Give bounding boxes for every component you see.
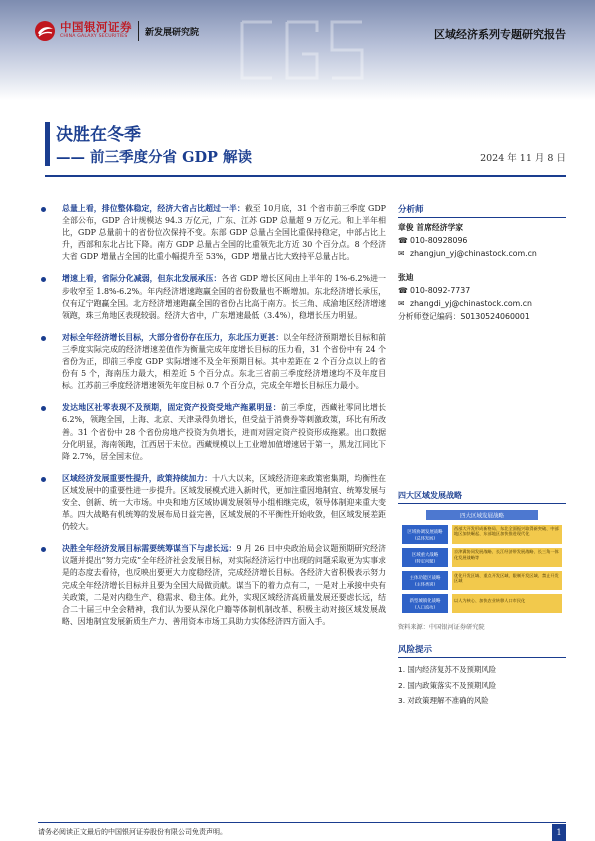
strategy-sublabel: (特定问题) bbox=[414, 558, 436, 564]
bullet-heading: 决胜全年经济发展目标需要统筹谋当下与虑长远： bbox=[62, 544, 237, 554]
bullet-dot-icon bbox=[41, 547, 46, 552]
bullet-heading: 总量上看，排位整体稳定，经济大省占比超过一半： bbox=[62, 204, 245, 213]
phone-icon: ☎ bbox=[398, 236, 408, 245]
page-number: 1 bbox=[552, 824, 566, 841]
figure-title: 四大区域发展战略 bbox=[398, 488, 566, 504]
strategy-label: 区域协调发展战略 bbox=[407, 530, 443, 535]
analyst-phone bbox=[398, 234, 566, 247]
strategy-sublabel: (总体发展) bbox=[414, 535, 436, 541]
analyst-panel bbox=[398, 203, 566, 323]
header-band bbox=[0, 0, 595, 100]
footer-disclaimer: 请务必阅读正文最后的中国银河证券股份有限公司免责声明。 bbox=[38, 828, 227, 836]
bullet-heading: 对标全年经济增长目标，大部分省份存在压力，东北压力更甚： bbox=[62, 332, 284, 342]
strategy-desc: 优化开发区域、重点开发区域、限制开发区域、禁止开发区域 bbox=[454, 572, 559, 583]
bullet-text: 前三季度，西藏社零同比增长 6.2%，领跑全国，上海、北京、天津录得负增长，但受益于消费券等刺激政策，环比有所改善。31 个省份中 28 个省份房地产投资为负增长，进而对固定资产投资形成拖累。出口数据分化明显，海南领跑，江西居于末位。西藏规模以上工业增加值增速居于第一，黑龙江同比下降 2.7%，居全国末位。 bbox=[62, 403, 386, 461]
strategy-desc-wrap bbox=[454, 598, 560, 610]
analyst-spacer bbox=[398, 260, 566, 271]
summary-bullet bbox=[38, 402, 386, 462]
report-title: 决胜在冬季 bbox=[56, 125, 141, 145]
strategy-sublabel: (人口流动) bbox=[414, 604, 436, 610]
summary-bullet bbox=[38, 273, 386, 321]
figure-source: 资料来源：中国银河证券研究院 bbox=[398, 624, 485, 631]
strategy-desc: 京津冀协同发展战略、长江经济带发展战略、长三角一体化发展战略等 bbox=[454, 549, 559, 560]
bullet-text: 9 月 26 日中央政治局会议题预期研究经济议题并提出“努力完成”全年经济社会发展目标，对实际经济运行中出现的问题采取更为实事求是的态度去看待，也反映出要更大力度稳经济，完成经济增长目标。各经济大省积极表示努力完成全年经济增长目标并且要为全国大局做贡献。谋当下的着力点有二，一是对上承接中央有关政策，二是对内稳生产、稳需求、稳主体。此外，实现区域经济高质量发展还要虑长远，结合二十届三中全会精神，我们认为要从深化户籍等体制机制改革、积极主动对接区域发展战略、因地制宜发展新质生产力、善用资本市场工具助力实体经济四方面入手。 bbox=[62, 544, 386, 626]
strategy-desc-wrap bbox=[454, 573, 560, 590]
analyst-email[interactable] bbox=[398, 297, 566, 310]
title-divider bbox=[45, 175, 566, 177]
risk-heading: 风险提示 bbox=[398, 643, 566, 658]
bullet-dot-icon bbox=[41, 477, 46, 482]
series-title: 区域经济系列专题研究报告 bbox=[434, 28, 566, 41]
bullet-dot-icon bbox=[41, 336, 46, 341]
cgs-watermark-graphic bbox=[232, 10, 372, 90]
bullet-dot-icon bbox=[41, 406, 46, 411]
report-subtitle: —— 前三季度分省 GDP 解读 bbox=[56, 149, 253, 166]
analyst-name: 张迪 bbox=[398, 273, 414, 282]
risk-panel bbox=[398, 643, 566, 709]
analyst-phone bbox=[398, 284, 566, 297]
bullet-heading: 增速上看，省际分化减弱，但东北发展承压： bbox=[62, 274, 222, 284]
bullet-text: 截至 10月底，31 个省市前三季度 GDP 全部公布，GDP 合计规模达 94.3 万亿元，广东、江苏 GDP 总量超 9 万亿元。和上半年相比，GDP 总量前十的省份位次保持不变。东部 GDP 总量占全国比重保持稳定，中部占比上升，西部和东北占比下降。南方 GDP 总量占全国的比重领先北方近 30 个百分点。8 个经济大省 GDP 增量占全国的比重小幅提升至 53%，GDP 增量占比大致持平总量占比。 bbox=[62, 204, 386, 262]
figure-banner-text: 四大区域发展战略 bbox=[459, 513, 505, 520]
risk-item: 3. 对政策理解不准确的风险 bbox=[398, 696, 489, 705]
bullet-heading: 发达地区社零表现不及预期，固定资产投资受地产拖累明显： bbox=[62, 403, 281, 413]
strategy-label: 区域重大战略 bbox=[411, 553, 439, 558]
strategy-figure bbox=[398, 488, 566, 631]
bullet-dot-icon bbox=[41, 207, 46, 212]
strategy-row bbox=[402, 525, 562, 544]
strategy-row bbox=[402, 594, 562, 613]
strategy-sublabel: (主体类别) bbox=[414, 581, 436, 587]
institute-name: 新发展研究院 bbox=[145, 27, 200, 38]
summary-bullet bbox=[38, 543, 386, 628]
bullet-text: 以全年经济预期增长目标和前三季度实际完成的经济增速差值作为衡量完成年度增长目标的压力看，31 个省份中有 24 个省份为正，即前三季度 GDP 实际增速不及全年预期目标。其中差距在 2 个百分点以上的省份有 5 个，海南压力最大，相差近 5 个百分点。东北三省前三季度经济增速均不及年度目标。江苏前三季度经济增速领先年度目标 0.7 个百分点，完成全年增长目标压力最小。 bbox=[62, 332, 386, 391]
footer-divider bbox=[38, 822, 566, 823]
strategy-desc-wrap bbox=[454, 549, 560, 566]
risk-item: 2. 国内政策落实不及预期风险 bbox=[398, 680, 497, 690]
analyst-email[interactable] bbox=[398, 247, 566, 260]
phone-icon: ☎ bbox=[398, 286, 408, 295]
analyst-email-value[interactable]: zhangdi_yj@chinastock.com.cn bbox=[410, 299, 532, 308]
summary-bullets bbox=[38, 203, 386, 638]
bullet-text: 十八大以来，区域经济迎来政策密集期，均衡性在区域发展中的重要性进一步提升。区域发展模式进入新时代，更加注重因地制宜、统筹发展与安全、创新、统一大市场。中央和地方区域协调发展领导小组相继完成，领导体制迎来重大变革。四大战略有机统筹的发展布局日益完善，区域发展的不平衡性开始收敛，但区域发展差距仍较大。 bbox=[62, 473, 386, 532]
strategy-desc: 以人为核心、加快农业转移人口市民化 bbox=[454, 598, 526, 603]
mail-icon: ✉ bbox=[398, 249, 405, 258]
analyst-heading: 分析师 bbox=[398, 203, 566, 218]
strategy-desc-wrap bbox=[454, 526, 560, 544]
strategy-label: 主体功能区战略 bbox=[409, 576, 441, 581]
analyst-name: 章俊 首席经济学家 bbox=[398, 223, 464, 232]
logo-english-name: CHINA GALAXY SECURITIES bbox=[60, 34, 128, 40]
strategy-row bbox=[402, 548, 562, 567]
analyst-registration: 分析师登记编码：S0130524060001 bbox=[398, 312, 530, 321]
summary-bullet bbox=[38, 332, 386, 392]
summary-bullet bbox=[38, 473, 386, 533]
strategy-desc: 西部大开发形成新格局、东北全面振兴取得新突破、中部地区加快崛起、东部地区加快推进现代化 bbox=[454, 525, 559, 536]
mail-icon: ✉ bbox=[398, 299, 405, 308]
bullet-heading: 区域经济发展重要性提升，政策持续加力： bbox=[62, 473, 213, 483]
risk-item: 1. 国内经济复苏不及预期风险 bbox=[398, 665, 497, 674]
strategy-label: 新型城镇化战略 bbox=[409, 599, 441, 604]
strategy-row bbox=[402, 571, 562, 590]
strategy-diagram bbox=[398, 510, 566, 614]
bullet-text: 各省 GDP 增长区间由上半年的 1%-6.2%进一步收窄至 1.8%-6.2%。年内经济增速跑赢全国的省份数量也不断增加。东北经济增长承压，仅有辽宁跑赢全国。北方经济增速跑赢全国的省份占比高于南方。长三角、成渝地区经济增速领跑，珠三角地区表现较弱。经济大省中，广东增速最低（3.4%），稳增长压力明显。 bbox=[62, 274, 386, 320]
analyst-phone-value: 010-8092-7737 bbox=[410, 286, 471, 295]
bullet-dot-icon bbox=[41, 277, 46, 282]
logo-chinese-name: 中国银河证券 bbox=[60, 19, 132, 34]
report-date: 2024 年 11 月 8 日 bbox=[480, 153, 566, 164]
analyst-phone-value: 010-80928096 bbox=[410, 236, 468, 245]
summary-bullet bbox=[38, 203, 386, 263]
analyst-email-value[interactable]: zhangjun_yj@chinastock.com.cn bbox=[410, 249, 537, 258]
